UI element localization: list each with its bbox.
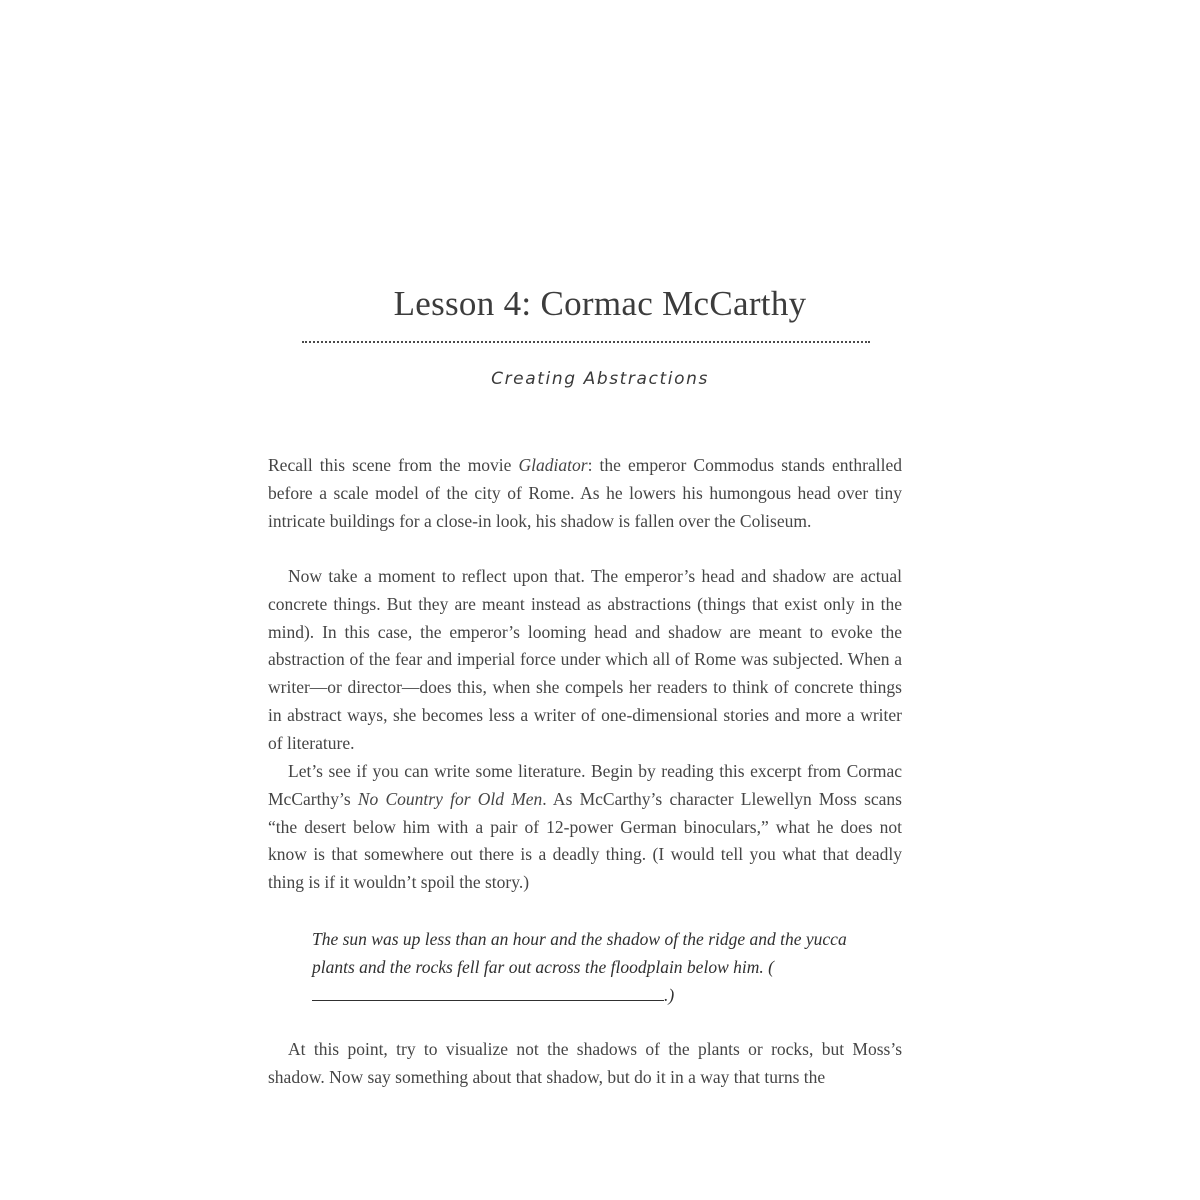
paragraph-4: At this point, try to visualize not the shadows of the plants or rocks, but Moss’s shadow. Now say something about that shadow, but do it in a way that turns the [268, 1039, 902, 1087]
quote-text: The sun was up less than an hour and the shadow of the ridge and the yucca plants and the rocks fell far out across the floodplain below him. [312, 929, 847, 977]
block-quote [312, 925, 872, 1009]
quote-blank-close: .) [664, 985, 675, 1005]
chapter-title: Lesson 4: Cormac McCarthy [393, 284, 807, 323]
film-title: Gladiator [518, 455, 588, 475]
paragraph-3 [268, 758, 902, 897]
paragraph-2: Now take a moment to reflect upon that. The emperor’s head and shadow are actual concrete things. But they are meant instead as abstractions (things that exist only in the mind). In this case, the emperor’s looming head and shadow are meant to evoke the abstraction of the fear and imperial force under which all of Rome was subjected. When a writer—or director—does this, when she compels her readers to think of concrete things in abstract ways, she becomes less a writer of one-dimensional stories and more a writer of literature. [268, 566, 902, 753]
paragraph-1 [268, 452, 902, 535]
dotted-divider [302, 341, 870, 343]
book-title: No Country for Old Men [357, 788, 543, 809]
fill-in-blank-line [312, 983, 664, 1001]
chapter-subtitle: Creating Abstractions [491, 369, 709, 389]
quote-blank-open: ( [763, 957, 774, 977]
paragraph-1-text-end: : the emperor Commodus stands enthralled before a scale model of the city of Rome. As he lowers his humongous head over tiny intricate buildings for a close-in look, his shadow is fallen over the Coliseum. [268, 455, 902, 531]
paragraph-3-text-start: Let’s see if you can write some literature. Begin by reading this excerpt from Cormac McCarthy’s [268, 761, 902, 809]
paragraph-1-text-start: Recall this scene from the movie [268, 455, 519, 475]
paragraph-3-text-end: . As McCarthy’s character Llewellyn Moss scans “the desert below him with a pair of 12-power German binoculars,” what he does not know is that somewhere out there is a deadly thing. (I would tell you what that deadly thing is if it wouldn’t spoil the story.) [268, 788, 902, 893]
